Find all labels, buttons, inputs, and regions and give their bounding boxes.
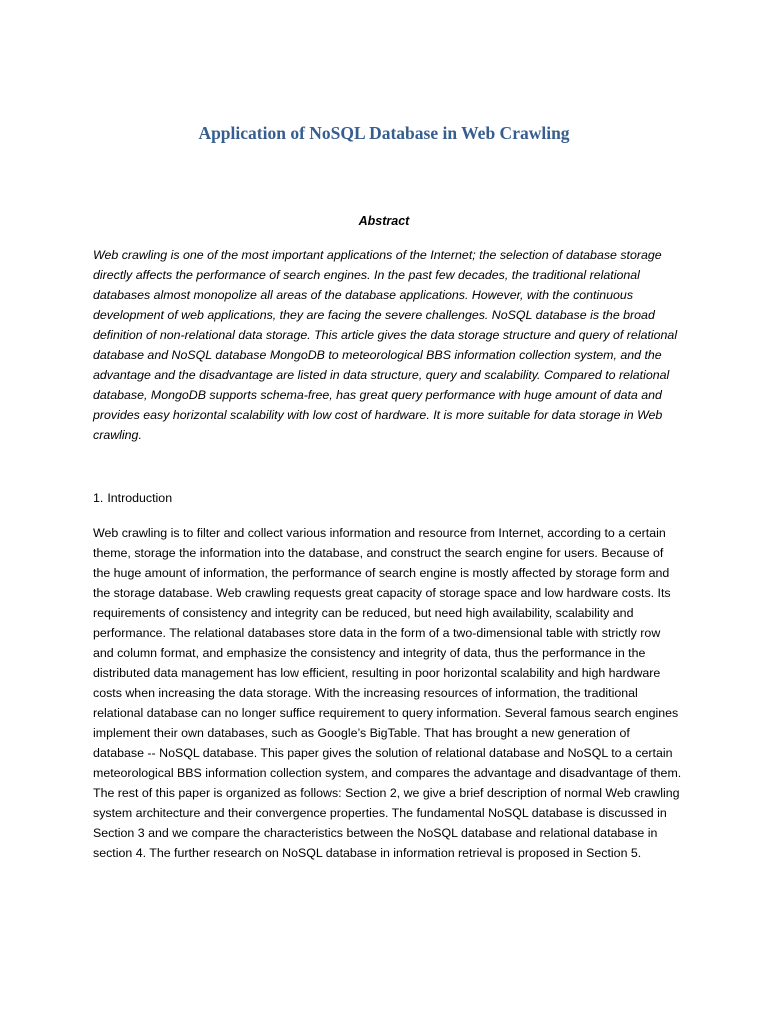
introduction-text: Web crawling is to filter and collect various information and resource from Internet, according to a certain theme, storage the information into the database, and construct the search engine for users. Because of the huge amount of information, the performance of search engine is mostly affected by storage form and the storage database. Web crawling requests great capacity of storage space and low hardware costs. Its requirements of consistency and integrity can be reduced, but need high availability, scalability and performance. The relational databases store data in the form of a two-dimensional table with strictly row and column format, and emphasize the consistency and integrity of data, thus the performance in the distributed data management has low efficient, resulting in poor horizontal scalability and high hardware costs when increasing the data storage. With the increasing resources of information, the traditional relational database can no longer suffice requirement to query information. Several famous search engines implement their own databases, such as Google’s BigTable. That has brought a new generation of database -- NoSQL database. This paper gives the solution of relational database and NoSQL to a certain meteorological BBS information collection system, and compares the advantage and disadvantage of them. The rest of this paper is organized as follows: Section 2, we give a brief description of normal Web crawling system architecture and their convergence properties. The fundamental NoSQL database is discussed in Section 3 and we compare the characteristics between the NoSQL database and relational database in section 4. The further research on NoSQL database in information retrieval is proposed in Section 5. [93, 526, 682, 860]
section-title: Introduction [107, 491, 173, 505]
paper-title: Application of NoSQL Database in Web Crawling [198, 123, 570, 143]
abstract-heading: Abstract [358, 214, 410, 228]
introduction-heading [93, 491, 172, 505]
abstract-text: Web crawling is one of the most important applications of the Internet; the selection of database storage directly affects the performance of search engines. In the past few decades, the traditional relational databases almost monopolize all areas of the database applications. However, with the continuous development of web applications, they are facing the severe challenges. NoSQL database is the broad definition of non-relational data storage. This article gives the data storage structure and query of relational database and NoSQL database MongoDB to meteorological BBS information collection system, and the advantage and the disadvantage are listed in data structure, query and scalability. Compared to relational database, MongoDB supports schema-free, has great query performance with huge amount of data and provides easy horizontal scalability with low cost of hardware. It is more suitable for data storage in Web crawling. [93, 248, 678, 442]
section-number: 1. [93, 491, 104, 505]
